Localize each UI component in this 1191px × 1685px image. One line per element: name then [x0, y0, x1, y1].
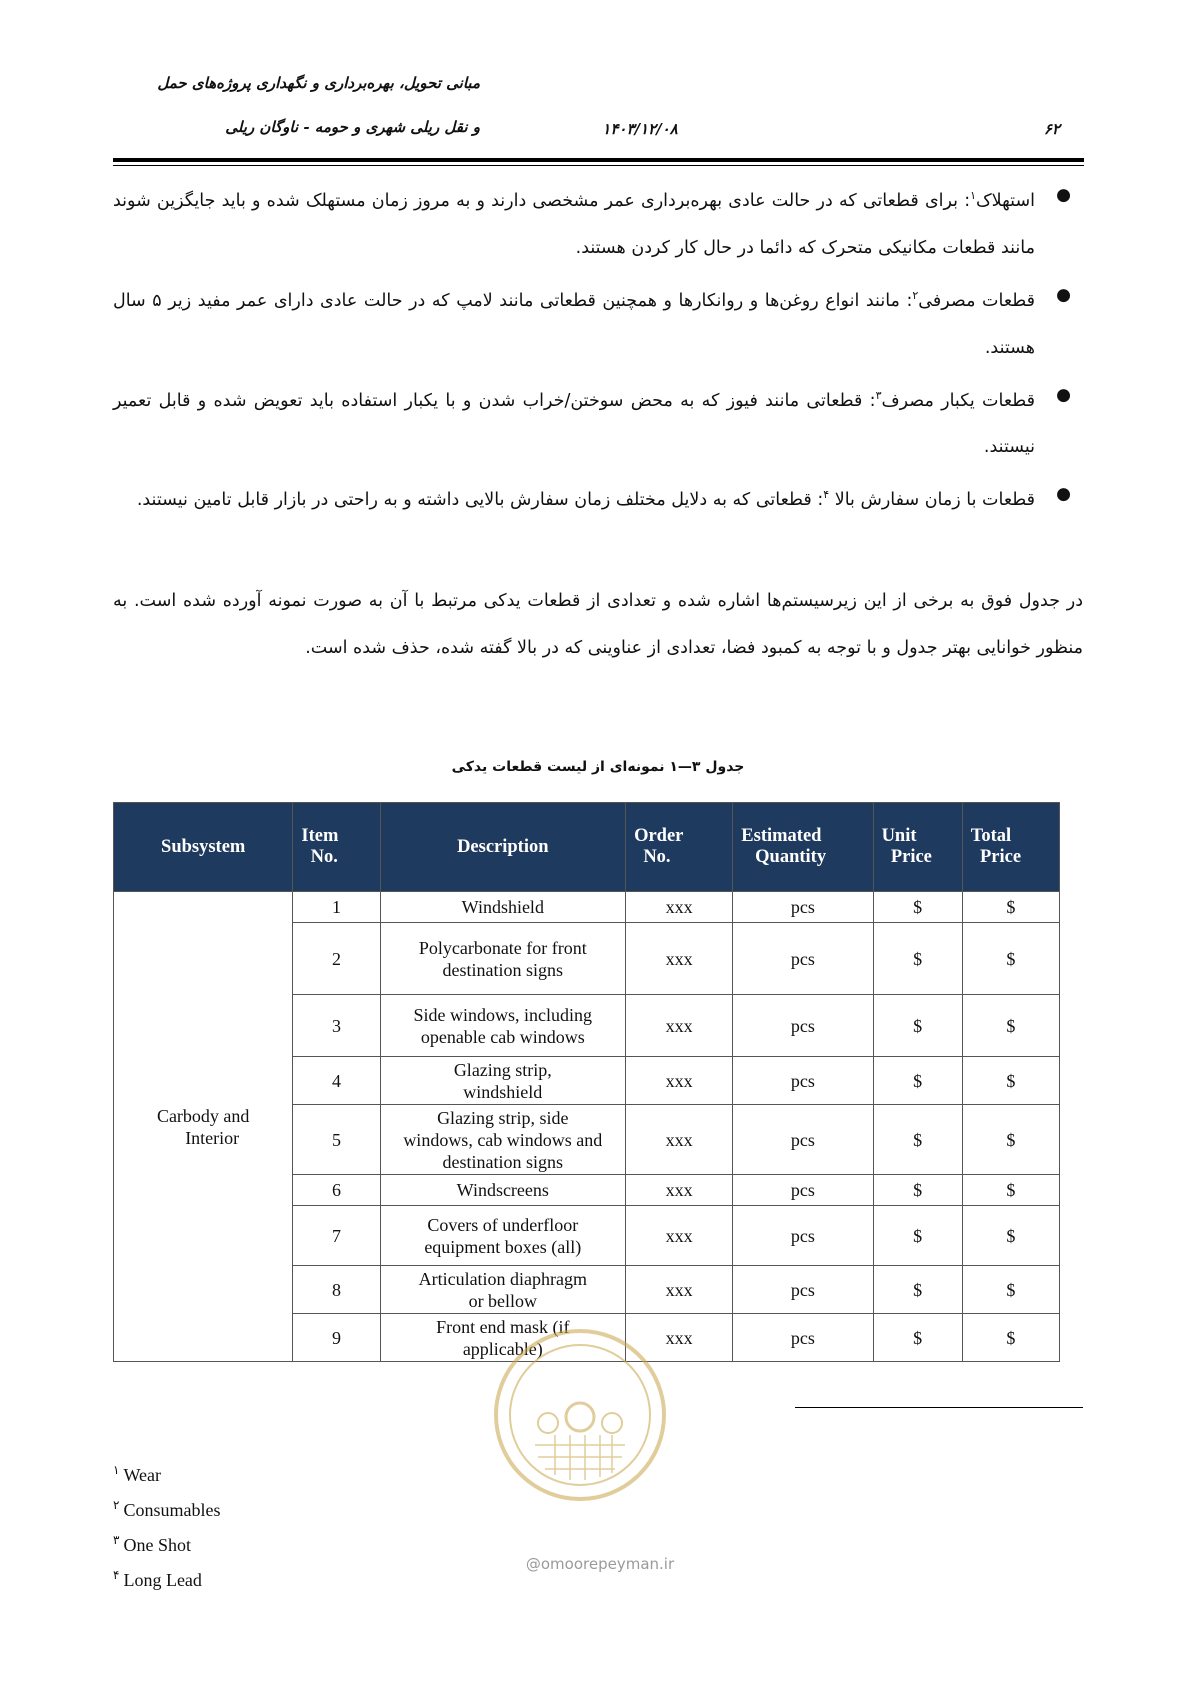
col-order-no: Order No.	[626, 803, 733, 892]
bullet-item	[113, 272, 1083, 372]
spare-parts-table	[113, 802, 1060, 1362]
total-price-cell: $	[962, 1105, 1059, 1175]
footnote-item	[113, 1525, 220, 1560]
header-title-line2: و نقل ریلی شهری و حومه - ناوگان ریلی	[225, 118, 480, 136]
total-price-cell: $	[962, 1175, 1059, 1206]
total-price-cell: $	[962, 1057, 1059, 1105]
header-date: ۱۴۰۳/۱۲/۰۸	[602, 120, 678, 138]
table-header-row	[114, 803, 1060, 892]
order-no-cell: xxx	[626, 923, 733, 995]
order-no-cell: xxx	[626, 1206, 733, 1266]
description-cell: Windscreens	[380, 1175, 626, 1206]
description-cell: Front end mask (if applicable)	[380, 1314, 626, 1362]
quantity-cell: pcs	[733, 1314, 873, 1362]
bullet-dot-icon: ●	[1056, 484, 1071, 505]
quantity-cell: pcs	[733, 1206, 873, 1266]
description-cell: Glazing strip, windshield	[380, 1057, 626, 1105]
col-item-no: Item No.	[293, 803, 380, 892]
body-paragraph: در جدول فوق به برخی از این زیرسیستم‌ها اشاره شده و تعدادی از قطعات یدکی مرتبط با آن به صورت نمونه آورده شده است. به منظور خوانایی بهتر جدول و با توجه به کمبود فضا، تعدادی از عناوینی که در بالا گفته شده، حذف شده است.	[113, 591, 1083, 658]
bullet-item	[113, 372, 1083, 472]
footnote-ref: ۱	[970, 189, 977, 202]
bullet-text: : برای قطعاتی که در حالت عادی بهره‌برداری عمر مشخصی دارند و به مروز زمان مستهلک شده و باید جایگزین شوند مانند قطعات مکانیکی متحرک که دائما در حال کار کردن هستند.	[113, 190, 1035, 258]
unit-price-cell: $	[873, 1105, 962, 1175]
unit-price-cell: $	[873, 1206, 962, 1266]
description-cell: Polycarbonate for front destination signs	[380, 923, 626, 995]
description-cell: Windshield	[380, 892, 626, 923]
footnote-number: ۴	[113, 1568, 120, 1582]
order-no-cell: xxx	[626, 1266, 733, 1314]
table-row	[114, 892, 1060, 923]
footnotes	[113, 1455, 220, 1595]
quantity-cell: pcs	[733, 995, 873, 1057]
quantity-cell: pcs	[733, 1057, 873, 1105]
footnote-text: Wear	[123, 1465, 161, 1485]
unit-price-cell: $	[873, 1057, 962, 1105]
footnote-ref: ۲	[912, 288, 919, 302]
item-no-cell: 6	[293, 1175, 380, 1206]
header-title-line1: مبانی تحویل، بهره‌برداری و نگهداری پروژه‌های حمل	[157, 74, 480, 92]
item-no-cell: 2	[293, 923, 380, 995]
bullet-head: قطعات یکبار مصرف	[881, 390, 1035, 411]
bullet-head: استهلاک	[976, 190, 1035, 211]
bullet-dot-icon: ●	[1056, 384, 1071, 405]
total-price-cell: $	[962, 892, 1059, 923]
order-no-cell: xxx	[626, 995, 733, 1057]
watermark-stamp-icon	[490, 1325, 670, 1505]
item-no-cell: 9	[293, 1314, 380, 1362]
total-price-cell: $	[962, 1266, 1059, 1314]
footnote-number: ۱	[113, 1463, 120, 1477]
footnote-item	[113, 1455, 220, 1490]
footnote-number: ۳	[113, 1533, 120, 1547]
unit-price-cell: $	[873, 1175, 962, 1206]
quantity-cell: pcs	[733, 923, 873, 995]
footnote-ref: ۴	[823, 488, 830, 502]
quantity-cell: pcs	[733, 1105, 873, 1175]
total-price-cell: $	[962, 923, 1059, 995]
unit-price-cell: $	[873, 892, 962, 923]
col-description: Description	[380, 803, 626, 892]
subsystem-cell: Carbody and Interior	[114, 892, 293, 1362]
description-cell: Articulation diaphragm or bellow	[380, 1266, 626, 1314]
item-no-cell: 7	[293, 1206, 380, 1266]
footnote-ref: ۳	[875, 388, 882, 402]
footnote-text: One Shot	[123, 1535, 191, 1555]
footnote-text: Consumables	[123, 1500, 221, 1520]
table-caption: جدول ۳—۱ نمونه‌ای از لیست قطعات یدکی	[451, 759, 745, 775]
total-price-cell: $	[962, 995, 1059, 1057]
item-no-cell: 1	[293, 892, 380, 923]
footnote-rule	[795, 1407, 1083, 1408]
bullet-dot-icon: ●	[1056, 284, 1071, 305]
bullet-item	[113, 471, 1083, 524]
col-subsystem: Subsystem	[114, 803, 293, 892]
footnote-item	[113, 1560, 220, 1595]
bullet-head: قطعات با زمان سفارش بالا	[829, 490, 1035, 511]
description-cell: Covers of underfloor equipment boxes (all)	[380, 1206, 626, 1266]
item-no-cell: 5	[293, 1105, 380, 1175]
unit-price-cell: $	[873, 923, 962, 995]
unit-price-cell: $	[873, 995, 962, 1057]
header-rule-thin	[113, 165, 1084, 166]
header-rule-thick	[113, 158, 1084, 162]
quantity-cell: pcs	[733, 1266, 873, 1314]
bullet-dot-icon: ●	[1056, 185, 1071, 205]
page-number: ۶۲	[1043, 120, 1060, 138]
bullet-item	[113, 172, 1083, 272]
total-price-cell: $	[962, 1206, 1059, 1266]
quantity-cell: pcs	[733, 1175, 873, 1206]
footnote-item	[113, 1490, 220, 1525]
description-cell: Side windows, including openable cab windows	[380, 995, 626, 1057]
item-no-cell: 3	[293, 995, 380, 1057]
col-total-price: Total Price	[962, 803, 1059, 892]
order-no-cell: xxx	[626, 1314, 733, 1362]
order-no-cell: xxx	[626, 1175, 733, 1206]
bullet-text: : قطعاتی که به دلایل مختلف زمان سفارش بالایی داشته و به راحتی در بازار قابل تامین نیستند.	[136, 490, 824, 511]
watermark-url: @omoorepeyman.ir	[525, 1555, 675, 1573]
quantity-cell: pcs	[733, 892, 873, 923]
order-no-cell: xxx	[626, 1057, 733, 1105]
item-no-cell: 8	[293, 1266, 380, 1314]
description-cell: Glazing strip, side windows, cab windows and destination signs	[380, 1105, 626, 1175]
unit-price-cell: $	[873, 1314, 962, 1362]
bullet-text: : مانند انواع روغن‌ها و روانکارها و همچنین قطعاتی مانند لامپ که در حالت عادی دارای عمر مفید زیر ۵ سال هستند.	[113, 290, 1035, 358]
bullet-text: : قطعاتی مانند فیوز که به محض سوختن/خراب شدن و با یکبار استفاده باید تعویض شده و قابل تعمیر نیستند.	[113, 390, 1035, 458]
item-no-cell: 4	[293, 1057, 380, 1105]
order-no-cell: xxx	[626, 1105, 733, 1175]
unit-price-cell: $	[873, 1266, 962, 1314]
footnote-text: Long Lead	[123, 1570, 202, 1590]
total-price-cell: $	[962, 1314, 1059, 1362]
footnote-number: ۲	[113, 1498, 120, 1512]
bullet-list	[113, 172, 1083, 524]
bullet-head: قطعات مصرفی	[918, 290, 1035, 311]
col-unit-price: Unit Price	[873, 803, 962, 892]
order-no-cell: xxx	[626, 892, 733, 923]
col-estimated-quantity: Estimated Quantity	[733, 803, 873, 892]
